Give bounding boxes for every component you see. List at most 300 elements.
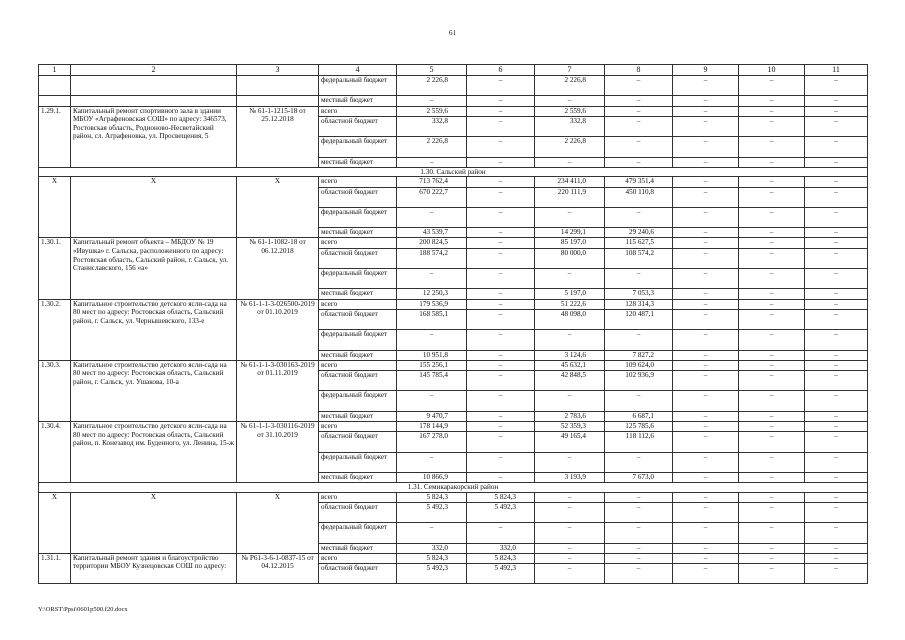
funding-source: местный бюджет (319, 543, 397, 553)
amount-cell: 12 250,3 (397, 289, 467, 299)
funding-source: областной бюджет (319, 370, 397, 390)
amount-cell: 5 492,3 (397, 564, 467, 584)
amount-cell: – (739, 421, 805, 431)
amount-cell: – (805, 269, 868, 289)
amount-cell: – (739, 472, 805, 482)
document-number (237, 76, 319, 96)
funding-source: федеральный бюджет (319, 269, 397, 289)
amount-cell: – (535, 523, 605, 543)
amount-cell: – (805, 432, 868, 452)
amount-cell: – (805, 523, 868, 543)
amount-cell: 108 574,2 (605, 248, 673, 268)
funding-source: областной бюджет (319, 187, 397, 207)
amount-cell: 220 111,9 (535, 187, 605, 207)
amount-cell: – (739, 330, 805, 350)
amount-cell: – (605, 96, 673, 106)
amount-cell: – (673, 370, 739, 390)
amount-cell: – (535, 452, 605, 472)
amount-cell: – (673, 76, 739, 96)
amount-cell: – (805, 309, 868, 329)
amount-cell: – (397, 452, 467, 472)
amount-cell: 6 687,1 (605, 411, 673, 421)
amount-cell: 10 951,8 (397, 350, 467, 360)
amount-cell: – (805, 543, 868, 553)
amount-cell: – (605, 492, 673, 502)
object-name: Капитальное строительство детского ясли-сада на 80 мест по адресу: Ростовская область, Сальский район, п. Конезавод им. Буденного, ул. Ленина, 15-ж (71, 421, 237, 482)
amount-cell: – (739, 564, 805, 584)
amount-cell: – (805, 299, 868, 309)
amount-cell: – (673, 553, 739, 563)
funding-source: федеральный бюджет (319, 330, 397, 350)
column-number: 8 (605, 65, 673, 76)
table-row (39, 299, 868, 309)
amount-cell: – (739, 238, 805, 248)
amount-cell: – (397, 523, 467, 543)
amount-cell: – (739, 391, 805, 411)
amount-cell: – (739, 411, 805, 421)
object-name: Капитальный ремонт спортивного зала в здании МБОУ «Аграфеновская СОШ» по адресу: 346573, Ростовская область, Родионово-Несветайский район, сл. Аграфеновка, ул. Просвещения, 5 (71, 106, 237, 167)
funding-source: федеральный бюджет (319, 452, 397, 472)
funding-source: местный бюджет (319, 228, 397, 238)
amount-cell: 7 827,2 (605, 350, 673, 360)
amount-cell: 115 627,5 (605, 238, 673, 248)
amount-cell: – (805, 116, 868, 136)
amount-cell: – (467, 360, 535, 370)
amount-cell: 178 144,9 (397, 421, 467, 431)
amount-cell: – (739, 106, 805, 116)
section-heading: 1.31. Семикаракорский район (39, 483, 868, 493)
funding-source: местный бюджет (319, 411, 397, 421)
page-number: 61 (449, 29, 456, 37)
funding-source: федеральный бюджет (319, 76, 397, 96)
amount-cell: 5 824,3 (397, 553, 467, 563)
column-number: 4 (319, 65, 397, 76)
amount-cell: – (739, 452, 805, 472)
object-name: Капитальное строительство детского ясли-сада на 80 мест по адресу: Ростовская область, Сальский район, г. Сальск, ул. Ушакова, 10-а (71, 360, 237, 421)
item-number: 1.30.2. (39, 299, 71, 360)
amount-cell: – (739, 248, 805, 268)
item-number: 1.30.1. (39, 238, 71, 299)
amount-cell: 332,0 (397, 543, 467, 553)
table-row (39, 238, 868, 248)
funding-source: всего (319, 421, 397, 431)
funding-source: областной бюджет (319, 248, 397, 268)
amount-cell: – (805, 177, 868, 187)
amount-cell: – (467, 452, 535, 472)
document-number: № Р61-3-6-1-0837-15 от 04.12.2015 (237, 553, 319, 584)
budget-table (38, 64, 868, 584)
amount-cell: – (805, 76, 868, 96)
amount-cell: – (535, 564, 605, 584)
amount-cell: – (805, 360, 868, 370)
table-row (39, 76, 868, 96)
amount-cell: 5 824,3 (467, 492, 535, 502)
amount-cell: – (673, 299, 739, 309)
amount-cell: – (397, 330, 467, 350)
item-number: 1.30.3. (39, 360, 71, 421)
section-heading-row (39, 167, 868, 177)
amount-cell: 109 624,0 (605, 360, 673, 370)
amount-cell: – (739, 502, 805, 522)
amount-cell: 2 226,8 (535, 137, 605, 157)
amount-cell: 2 226,8 (397, 76, 467, 96)
amount-cell: – (605, 157, 673, 167)
item-number (39, 76, 71, 96)
amount-cell: – (605, 207, 673, 227)
amount-cell: – (535, 543, 605, 553)
amount-cell: – (467, 157, 535, 167)
amount-cell: – (397, 391, 467, 411)
amount-cell: – (739, 360, 805, 370)
amount-cell: – (467, 238, 535, 248)
amount-cell: – (739, 269, 805, 289)
amount-cell: 80 000,0 (535, 248, 605, 268)
amount-cell: 5 197,0 (535, 289, 605, 299)
document-number: № 61-1-1-3-030116-2019 от 31.10.2019 (237, 421, 319, 482)
amount-cell: – (805, 472, 868, 482)
amount-cell: – (605, 391, 673, 411)
amount-cell: – (605, 106, 673, 116)
item-number: 1.31.1. (39, 553, 71, 584)
amount-cell: – (673, 116, 739, 136)
funding-source: областной бюджет (319, 116, 397, 136)
table-row (39, 492, 868, 502)
amount-cell: – (673, 187, 739, 207)
funding-source: местный бюджет (319, 350, 397, 360)
document-number: № 61-1-1-3-026500-2019 от 01.10.2019 (237, 299, 319, 360)
amount-cell: – (673, 452, 739, 472)
amount-cell: – (467, 187, 535, 207)
amount-cell: 85 197,0 (535, 238, 605, 248)
object-name (71, 96, 237, 106)
amount-cell: – (673, 350, 739, 360)
object-name: Капитальный ремонт здания и благоустройство территории МБОУ Кузнецовская СОШ по адресу: (71, 553, 237, 584)
amount-cell: – (535, 502, 605, 522)
amount-cell: – (805, 564, 868, 584)
amount-cell: – (535, 391, 605, 411)
amount-cell: 332,0 (467, 543, 535, 553)
amount-cell: – (397, 207, 467, 227)
amount-cell: – (467, 289, 535, 299)
amount-cell: – (467, 76, 535, 96)
amount-cell: – (673, 269, 739, 289)
amount-cell: 118 112,6 (605, 432, 673, 452)
amount-cell: 167 278,0 (397, 432, 467, 452)
funding-source: федеральный бюджет (319, 137, 397, 157)
column-number: 10 (739, 65, 805, 76)
amount-cell: 51 222,6 (535, 299, 605, 309)
amount-cell: – (673, 157, 739, 167)
amount-cell: – (739, 543, 805, 553)
amount-cell: 49 165,4 (535, 432, 605, 452)
funding-source: всего (319, 492, 397, 502)
document-number: X (237, 492, 319, 553)
table-row (39, 421, 868, 431)
amount-cell: 2 226,8 (535, 76, 605, 96)
amount-cell: 125 785,6 (605, 421, 673, 431)
amount-cell: 332,8 (397, 116, 467, 136)
column-number: 6 (467, 65, 535, 76)
amount-cell: 450 110,8 (605, 187, 673, 207)
amount-cell: 2 783,6 (535, 411, 605, 421)
funding-source: местный бюджет (319, 472, 397, 482)
amount-cell: 179 536,9 (397, 299, 467, 309)
amount-cell: – (673, 421, 739, 431)
column-number: 5 (397, 65, 467, 76)
amount-cell: – (739, 187, 805, 207)
amount-cell: – (805, 502, 868, 522)
funding-source: всего (319, 106, 397, 116)
amount-cell: – (467, 309, 535, 329)
funding-source: областной бюджет (319, 309, 397, 329)
amount-cell: – (467, 421, 535, 431)
object-name: Капитальное строительство детского ясли-сада на 80 мест по адресу: Ростовская область, Сальский район, г. Сальск, ул. Чернышевского, 133-е (71, 299, 237, 360)
amount-cell: – (467, 96, 535, 106)
amount-cell: – (739, 523, 805, 543)
funding-source: областной бюджет (319, 502, 397, 522)
amount-cell: – (467, 330, 535, 350)
document-number: № 61-1-1-3-030163-2019 от 01.11.2019 (237, 360, 319, 421)
funding-source: всего (319, 553, 397, 563)
funding-source: всего (319, 238, 397, 248)
amount-cell: – (673, 360, 739, 370)
amount-cell: – (673, 238, 739, 248)
amount-cell: – (605, 564, 673, 584)
item-number: X (39, 492, 71, 553)
amount-cell: – (739, 116, 805, 136)
amount-cell: – (605, 116, 673, 136)
amount-cell: – (739, 553, 805, 563)
amount-cell: – (739, 228, 805, 238)
amount-cell: – (673, 248, 739, 268)
amount-cell: – (805, 452, 868, 472)
amount-cell: – (535, 207, 605, 227)
amount-cell: 5 492,3 (467, 564, 535, 584)
document-number: № 61-1-1215-18 от 25.12.2018 (237, 106, 319, 167)
amount-cell: – (535, 96, 605, 106)
amount-cell: – (397, 157, 467, 167)
funding-source: федеральный бюджет (319, 523, 397, 543)
amount-cell: – (467, 116, 535, 136)
amount-cell: 45 632,1 (535, 360, 605, 370)
table-row (39, 177, 868, 187)
item-number: 1.30.4. (39, 421, 71, 482)
amount-cell: 5 492,3 (397, 502, 467, 522)
amount-cell: – (605, 137, 673, 157)
amount-cell: – (605, 502, 673, 522)
table-row (39, 96, 868, 106)
amount-cell: – (805, 137, 868, 157)
amount-cell: – (673, 309, 739, 329)
amount-cell: 5 824,3 (467, 553, 535, 563)
amount-cell: – (673, 137, 739, 157)
object-name (71, 76, 237, 96)
file-path-footer: Y:\ORST\Ppsi\0601p500.f20.docx (38, 606, 128, 613)
amount-cell: – (805, 492, 868, 502)
amount-cell: – (467, 106, 535, 116)
amount-cell: – (673, 411, 739, 421)
amount-cell: 2 226,8 (397, 137, 467, 157)
amount-cell: – (673, 330, 739, 350)
amount-cell: – (467, 391, 535, 411)
amount-cell: – (397, 269, 467, 289)
amount-cell: 188 574,2 (397, 248, 467, 268)
amount-cell: – (805, 289, 868, 299)
amount-cell: – (739, 350, 805, 360)
column-number-row (39, 65, 868, 76)
section-heading: 1.30. Сальский район (39, 167, 868, 177)
amount-cell: 3 124,6 (535, 350, 605, 360)
document-number: X (237, 177, 319, 238)
object-name: Капитальный ремонт объекта – МБДОУ № 19 «Ивушка» г. Сальска, расположенного по адресу: Ростовская область, Сальский район, г. Сальск, ул. Станиславского, 156 «а» (71, 238, 237, 299)
amount-cell: 670 222,7 (397, 187, 467, 207)
amount-cell: – (673, 432, 739, 452)
amount-cell: – (467, 137, 535, 157)
funding-source: всего (319, 360, 397, 370)
funding-source: федеральный бюджет (319, 207, 397, 227)
amount-cell: – (805, 350, 868, 360)
column-number: 3 (237, 65, 319, 76)
amount-cell: 7 053,3 (605, 289, 673, 299)
amount-cell: – (805, 421, 868, 431)
funding-source: областной бюджет (319, 564, 397, 584)
amount-cell: 14 299,1 (535, 228, 605, 238)
amount-cell: – (673, 228, 739, 238)
amount-cell: – (673, 96, 739, 106)
amount-cell: 5 824,3 (397, 492, 467, 502)
amount-cell: 155 256,1 (397, 360, 467, 370)
amount-cell: 2 559,6 (397, 106, 467, 116)
amount-cell: 52 359,3 (535, 421, 605, 431)
funding-source: всего (319, 299, 397, 309)
amount-cell: – (467, 269, 535, 289)
amount-cell: – (805, 187, 868, 207)
table-row (39, 106, 868, 116)
amount-cell: 200 824,5 (397, 238, 467, 248)
amount-cell: – (673, 391, 739, 411)
object-name: X (71, 177, 237, 238)
amount-cell: 29 240,6 (605, 228, 673, 238)
amount-cell: – (805, 411, 868, 421)
amount-cell: 5 492,3 (467, 502, 535, 522)
amount-cell: – (805, 157, 868, 167)
amount-cell: – (605, 269, 673, 289)
amount-cell: – (805, 96, 868, 106)
amount-cell: 102 936,9 (605, 370, 673, 390)
amount-cell: – (605, 330, 673, 350)
column-number: 1 (39, 65, 71, 76)
document-number (237, 96, 319, 106)
amount-cell: – (739, 299, 805, 309)
amount-cell: – (467, 432, 535, 452)
amount-cell: – (739, 137, 805, 157)
amount-cell: 128 314,3 (605, 299, 673, 309)
amount-cell: – (739, 289, 805, 299)
amount-cell: – (467, 472, 535, 482)
amount-cell: 48 098,0 (535, 309, 605, 329)
amount-cell: – (673, 543, 739, 553)
table-row (39, 553, 868, 563)
amount-cell: – (805, 106, 868, 116)
amount-cell: – (467, 207, 535, 227)
amount-cell: – (805, 207, 868, 227)
funding-source: местный бюджет (319, 96, 397, 106)
amount-cell: – (673, 564, 739, 584)
amount-cell: 7 673,0 (605, 472, 673, 482)
amount-cell: – (673, 472, 739, 482)
amount-cell: – (535, 157, 605, 167)
amount-cell: – (467, 370, 535, 390)
amount-cell: – (673, 523, 739, 543)
amount-cell: – (535, 330, 605, 350)
table-row (39, 360, 868, 370)
amount-cell: – (739, 96, 805, 106)
amount-cell: – (467, 248, 535, 268)
amount-cell: – (739, 370, 805, 390)
amount-cell: 120 487,1 (605, 309, 673, 329)
amount-cell: – (739, 309, 805, 329)
amount-cell: – (605, 452, 673, 472)
amount-cell: – (805, 238, 868, 248)
item-number: X (39, 177, 71, 238)
amount-cell: – (805, 248, 868, 268)
funding-source: местный бюджет (319, 289, 397, 299)
amount-cell: – (805, 228, 868, 238)
column-number: 9 (673, 65, 739, 76)
amount-cell: – (535, 553, 605, 563)
amount-cell: – (673, 106, 739, 116)
column-number: 11 (805, 65, 868, 76)
amount-cell: – (805, 330, 868, 350)
item-number: 1.29.1. (39, 106, 71, 167)
amount-cell: – (739, 207, 805, 227)
funding-source: областной бюджет (319, 432, 397, 452)
amount-cell: 10 866,9 (397, 472, 467, 482)
amount-cell: – (673, 502, 739, 522)
amount-cell: – (739, 157, 805, 167)
funding-source: местный бюджет (319, 157, 397, 167)
item-number (39, 96, 71, 106)
amount-cell: – (605, 76, 673, 96)
funding-source: федеральный бюджет (319, 391, 397, 411)
funding-source: всего (319, 177, 397, 187)
amount-cell: – (739, 76, 805, 96)
section-heading-row (39, 483, 868, 493)
object-name: X (71, 492, 237, 553)
amount-cell: 479 351,4 (605, 177, 673, 187)
amount-cell: – (467, 350, 535, 360)
amount-cell: – (535, 492, 605, 502)
amount-cell: 3 193,9 (535, 472, 605, 482)
amount-cell: – (805, 370, 868, 390)
amount-cell: – (805, 553, 868, 563)
amount-cell: 713 762,4 (397, 177, 467, 187)
amount-cell: – (805, 391, 868, 411)
amount-cell: – (467, 228, 535, 238)
amount-cell: 145 785,4 (397, 370, 467, 390)
amount-cell: – (535, 269, 605, 289)
amount-cell: – (397, 96, 467, 106)
document-number: № 61-1-1082-18 от 06.12.2018 (237, 238, 319, 299)
amount-cell: – (467, 299, 535, 309)
column-number: 7 (535, 65, 605, 76)
amount-cell: – (467, 523, 535, 543)
amount-cell: – (673, 207, 739, 227)
amount-cell: – (673, 492, 739, 502)
amount-cell: 2 559,6 (535, 106, 605, 116)
column-number: 2 (71, 65, 237, 76)
amount-cell: – (467, 177, 535, 187)
